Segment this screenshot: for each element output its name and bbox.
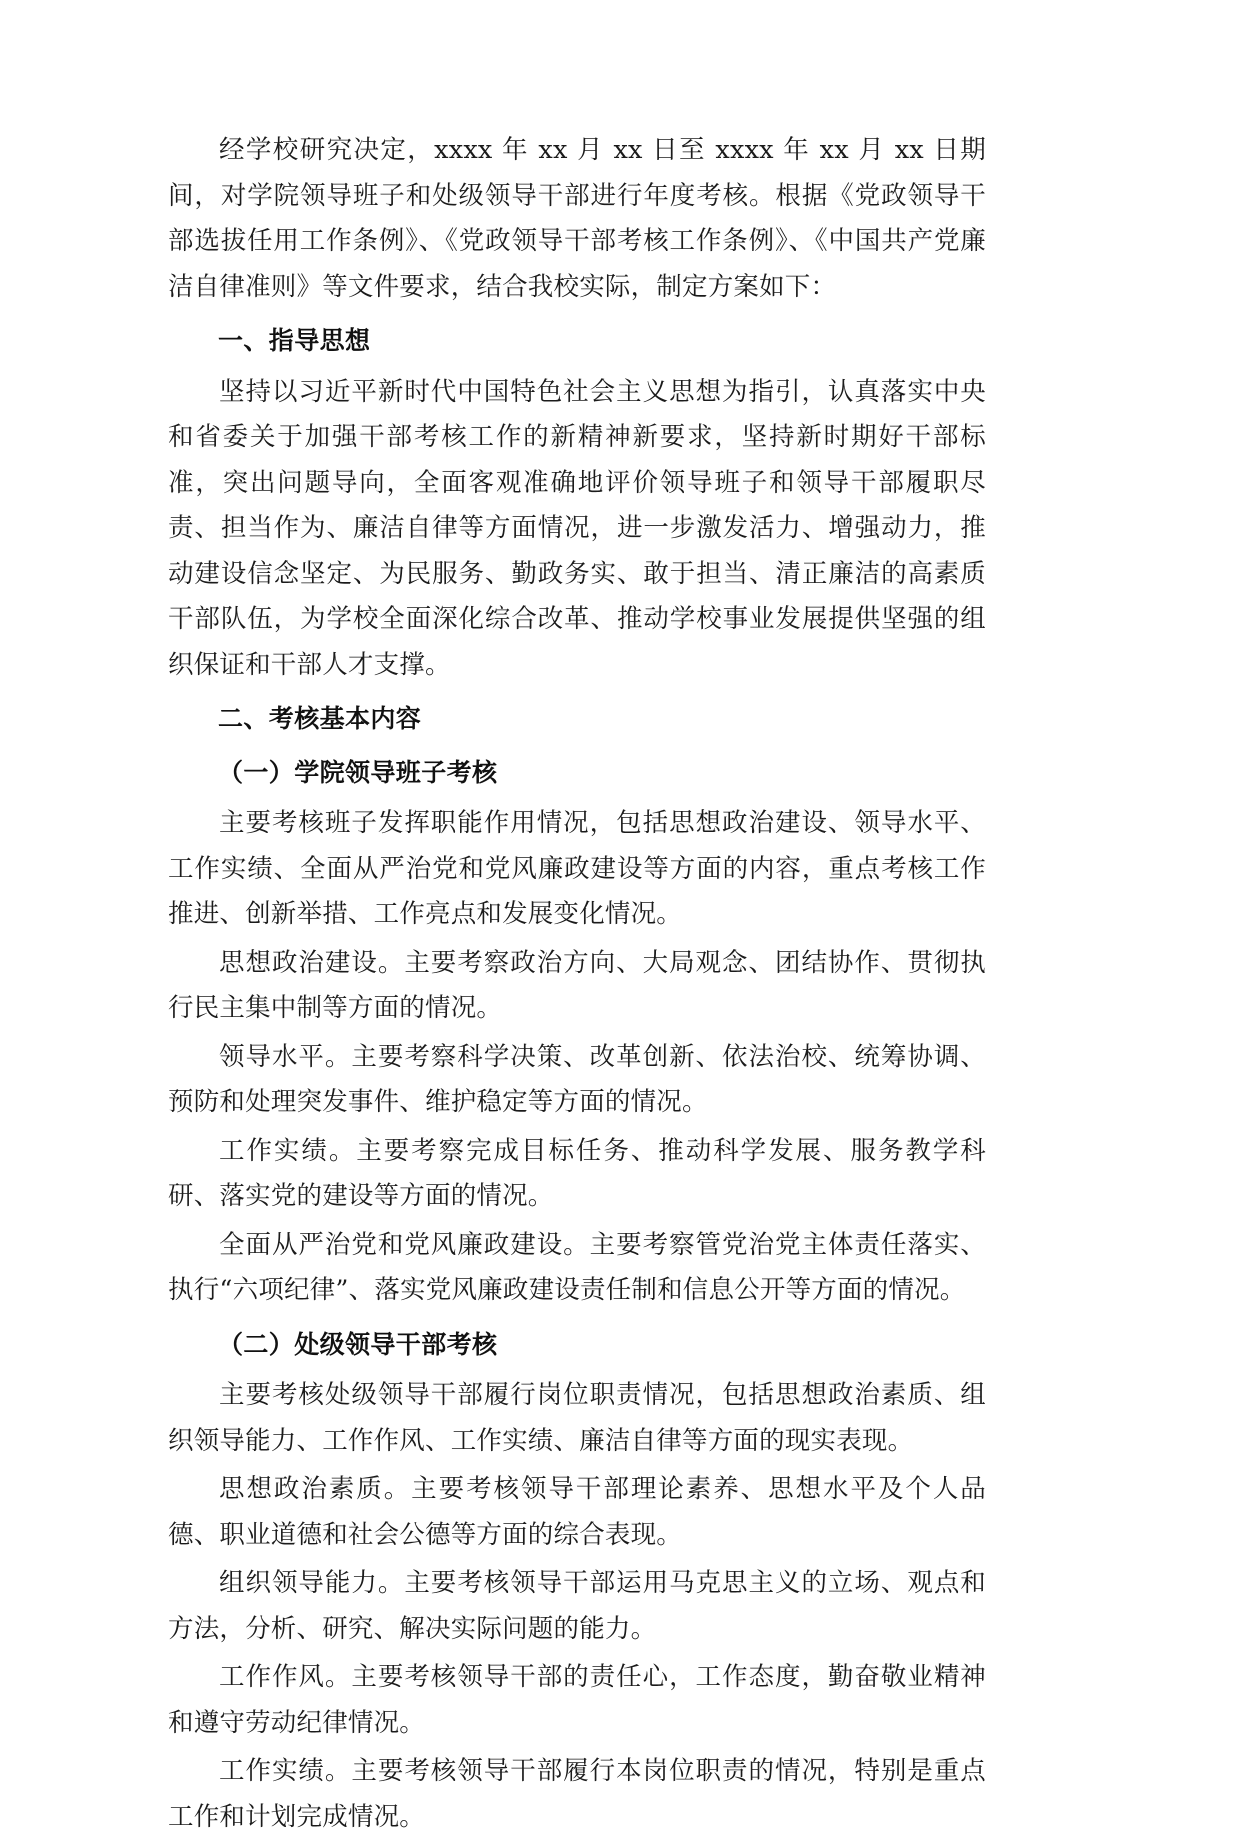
paragraph-cadre-work-performance: 工作实绩。主要考核领导干部履行本岗位职责的情况，特别是重点工作和计划完成情况。 — [168, 1756, 986, 1832]
heading-guiding-ideology: 一、指导思想 — [218, 326, 371, 355]
paragraph-cadre-ideological-political-quality: 思想政治素质。主要考核领导干部理论素养、思想水平及个人品德、职业道德和社会公德等方面的综合表现。 — [168, 1474, 986, 1550]
paragraph-intro: 经学校研究决定，xxxx 年 xx 月 xx 日至 xxxx 年 xx 月 xx 日期间，对学院领导班子和处级领导干部进行年度考核。根据《党政领导干部选拔任用工作条例》、《党政领导干部考核工作条例》、《中国共产党廉洁自律准则》等文件要求，结合我校实际，制定方案如下： — [168, 135, 986, 302]
heading-division-level-cadres: （二）处级领导干部考核 — [218, 1329, 498, 1359]
paragraph-cadre-overview: 主要考核处级领导干部履行岗位职责情况，包括思想政治素质、组织领导能力、工作作风、工作实绩、廉洁自律等方面的现实表现。 — [168, 1380, 986, 1456]
paragraph-cadre-work-style: 工作作风。主要考核领导干部的责任心，工作态度，勤奋敬业精神和遵守劳动纪律情况。 — [168, 1662, 986, 1738]
heading-assessment-content: 二、考核基本内容 — [218, 704, 422, 733]
paragraph-guiding-ideology: 坚持以习近平新时代中国特色社会主义思想为指引，认真落实中央和省委关于加强干部考核工作的新精神新要求，坚持新时期好干部标准，突出问题导向，全面客观准确地评价领导班子和领导干部履职尽责、担当作为、廉洁自律等方面情况，进一步激发活力、增强动力，推动建设信念坚定、为民服务、勤政务实、敢于担当、清正廉洁的高素质干部队伍，为学校全面深化综合改革、推动学校事业发展提供坚强的组织保证和干部人才支撑。 — [168, 376, 986, 680]
document-body — [168, 128, 986, 1843]
heading-college-leadership-team: （一）学院领导班子考核 — [218, 757, 498, 787]
paragraph-team-work-performance: 工作实绩。主要考察完成目标任务、推动科学发展、服务教学科研、落实党的建设等方面的情况。 — [168, 1135, 986, 1211]
paragraph-cadre-organizational-leadership: 组织领导能力。主要考核领导干部运用马克思主义的立场、观点和方法，分析、研究、解决实际问题的能力。 — [168, 1568, 986, 1644]
paragraph-team-overview: 主要考核班子发挥职能作用情况，包括思想政治建设、领导水平、工作实绩、全面从严治党和党风廉政建设等方面的内容，重点考核工作推进、创新举措、工作亮点和发展变化情况。 — [168, 808, 986, 929]
paragraph-team-leadership-level: 领导水平。主要考察科学决策、改革创新、依法治校、统筹协调、预防和处理突发事件、维护稳定等方面的情况。 — [168, 1041, 986, 1117]
paragraph-team-strict-party-governance: 全面从严治党和党风廉政建设。主要考察管党治党主体责任落实、执行“六项纪律”、落实党风廉政建设责任制和信息公开等方面的情况。 — [168, 1229, 986, 1305]
paragraph-team-ideological-political-building: 思想政治建设。主要考察政治方向、大局观念、团结协作、贯彻执行民主集中制等方面的情况。 — [168, 947, 986, 1023]
